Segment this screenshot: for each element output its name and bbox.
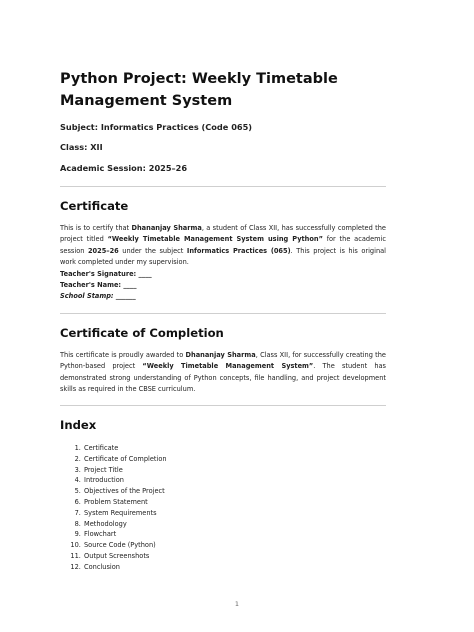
subject-line: Subject: Informatics Practices (Code 065): [60, 122, 253, 132]
index-item: 4. Introduction: [83, 475, 167, 486]
index-item: 5. Objectives of the Project: [83, 486, 167, 497]
index-item: 11. Output Screenshots: [83, 551, 167, 562]
page-number: 1: [234, 600, 240, 608]
class-line: Class: XII: [60, 142, 103, 152]
certificate-paragraph: This is to certify that Dhananjay Sharma, a student of Class XII, has successfully completed the project titled “Weekly Timetable Management System using Python” for the academic session 2025–26 under the subject Informatics Practices (065). This project is his original work completed under my supervision.: [60, 224, 387, 267]
divider: [60, 186, 386, 187]
divider: [60, 405, 386, 406]
session-line: Academic Session: 2025–26: [60, 163, 188, 173]
certificate-heading: Certificate: [60, 199, 129, 213]
index-item: 10. Source Code (Python): [83, 540, 167, 551]
index-item: 1. Certificate: [83, 443, 167, 454]
index-item: 12. Conclusion: [83, 562, 167, 573]
teacher-name: Teacher's Name: ____: [60, 281, 137, 289]
index-heading: Index: [60, 418, 97, 432]
index-item: 9. Flowchart: [83, 529, 167, 540]
index-item: 6. Problem Statement: [83, 497, 167, 508]
divider: [60, 313, 386, 314]
completion-paragraph: This certificate is proudly awarded to Dhananjay Sharma, Class XII, for successfully creating the Python-based project “Weekly Timetable Management System”. The student has demonstrated strong understanding of Python concepts, file handling, and project development skills as required in the CBSE curriculum.: [60, 351, 386, 394]
index-item: 3. Project Title: [83, 465, 167, 476]
school-stamp: School Stamp: ______: [60, 292, 136, 300]
teacher-signature: Teacher's Signature: ____: [60, 270, 152, 278]
index-item: 2. Certificate of Completion: [83, 454, 167, 465]
index-item: 8. Methodology: [83, 519, 167, 530]
page-title: Python Project: Weekly Timetable Management System: [60, 71, 338, 109]
index-list: [60, 443, 167, 573]
index-item: 7. System Requirements: [83, 508, 167, 519]
completion-heading: Certificate of Completion: [60, 326, 224, 340]
